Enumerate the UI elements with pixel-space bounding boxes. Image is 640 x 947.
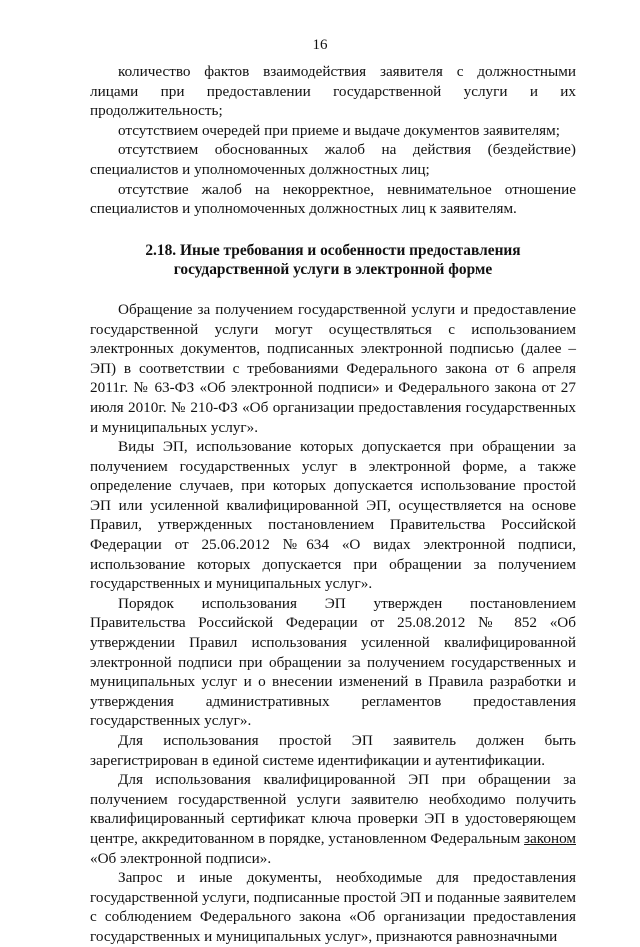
paragraph-qualified-certificate [90,770,576,868]
paragraph-qualified-certificate-tail: «Об электронной подписи». [90,849,272,867]
paragraph-no-queues: отсутствием очередей при приеме и выдаче документов заявителям; [118,121,560,139]
page-number: 16 [312,37,328,53]
paragraph-request-documents: Запрос и иные документы, необходимые для предоставления государственной услуги, подписанные простой ЭП и поданные заявителем с соблюдением Федерального закона «Об организации предоставления государственных и муниципальных услуг», признаются равнозначными [90,869,576,945]
paragraph-interaction-count: количество фактов взаимодействия заявителя с должностными лицами при предоставлении государственной услуги и их продолжительность; [90,63,576,120]
paragraph-signature-types: Виды ЭП, использование которых допускается при обращении за получением государственных услуг в электронной форме, а также определение случаев, при которых допускается использование простой ЭП или усиленной квалифицированной ЭП, осуществляется на основе Правил, утвержденных постановлением Правительства Российской Федерации от 25.06.2012 №634 «О видах электронной подписи, использование которых допускается при обращении за получением государственных и муниципальных услуг». [90,438,576,593]
section-heading: 2.18. Иные требования и особенности предоставления государственной услуги в электронной форме [145,241,521,279]
paragraph-no-complaints: отсутствием обоснованных жалоб на действия (бездействие) специалистов и уполномоченных должностных лиц; [90,141,576,178]
paragraph-simple-signature: Для использования простой ЭП заявитель должен быть зарегистрирован в единой системе идентификации и аутентификации. [90,732,576,769]
law-link[interactable]: законом [524,829,576,847]
paragraph-qualified-certificate-text: Для использования квалифицированной ЭП при обращении за получением государственной услуги заявителю необходимо получить квалифицированный сертификат ключа проверки ЭП в удостоверяющем центре, аккредитованном в порядке, установленном Федеральным [90,771,576,847]
paragraph-electronic-documents: Обращение за получением государственной услуги и предоставление государственной услуги могут осуществляться с использованием электронных документов, подписанных электронной подписью (далее – ЭП) в соответствии с требованиями Федерального закона от 6 апреля 2011г. № 63-ФЗ «Об электронной подписи» и Федерального закона от 27 июля 2010г. № 210-ФЗ «Об организации предоставления государственных и муниципальных услуг». [90,300,576,436]
paragraph-procedure: Порядок использования ЭП утвержден постановлением Правительства Российской Федерации от 25.08.2012 № 852 «Об утверждении Правил использования усиленной квалифицированной электронной подписи при обращении за получением государственных и муниципальных услуг и о внесении изменений в Правила разработки и утверждения административных регламентов предоставления государственных услуг». [90,594,576,730]
document-body [90,62,576,947]
paragraph-no-incorrect-attitude: отсутствие жалоб на некорректное, невнимательное отношение специалистов и уполномоченных должностных лиц к заявителям. [90,180,576,218]
